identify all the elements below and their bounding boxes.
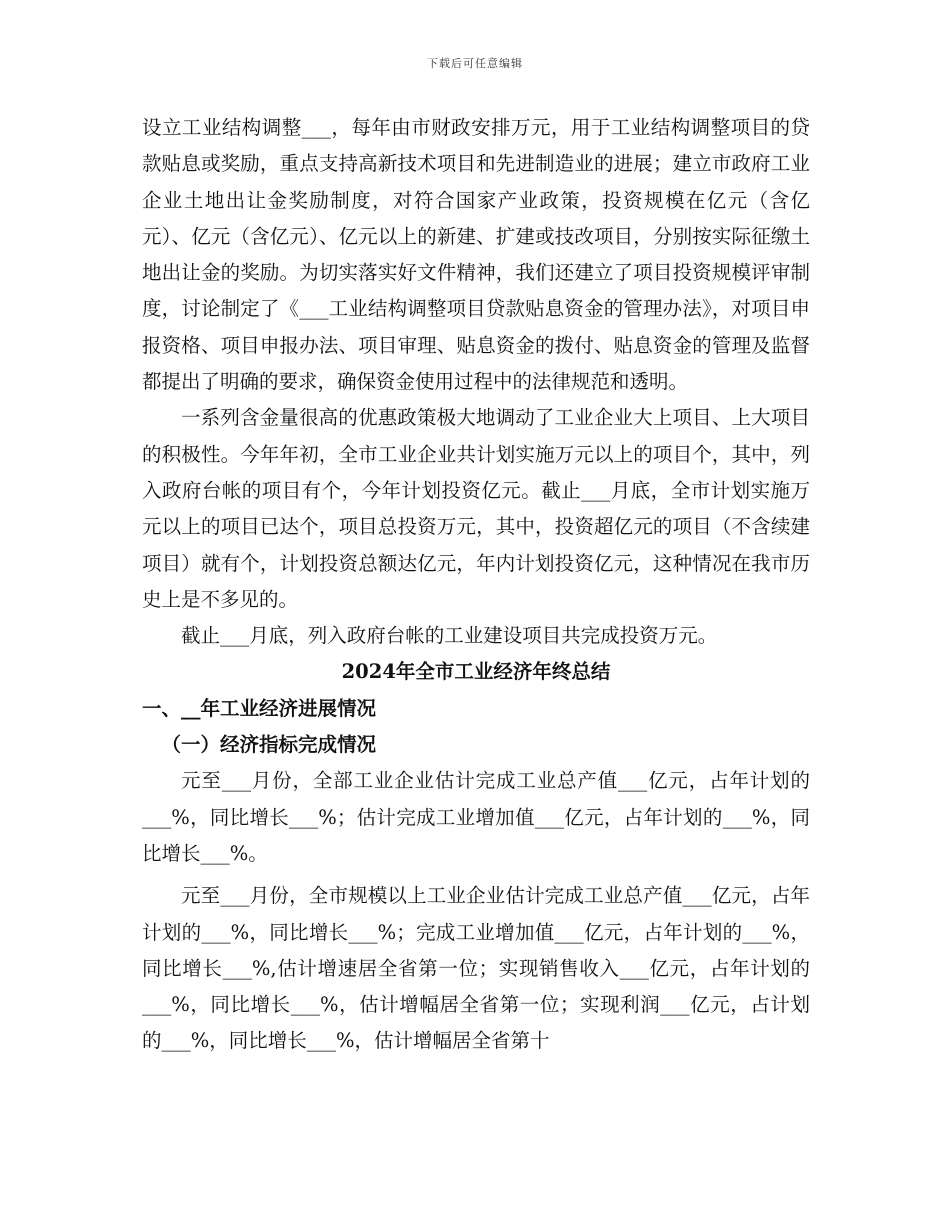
paragraph: 元至___月份，全市规模以上工业企业估计完成工业总产值___亿元，占年计划的___%，同比增长___%；完成工业增加值___亿元，占年计划的___%，同比增长___%,估计增速居全省第一位；实现销售收入___亿元，占年计划的___%，同比增长___%，估计增幅居全省第一位；实现利润___亿元，占计划的___%，同比增长___%，估计增幅居全省第十: [142, 884, 810, 1053]
section-heading: 一、__年工业经济进展情况: [142, 696, 377, 720]
subsection-heading: （一）经济指标完成情况: [161, 733, 377, 757]
page-header: 下载后可任意编辑: [427, 57, 523, 70]
document-title: 2024年全市工业经济年终总结: [341, 660, 611, 684]
paragraph: 元至___月份，全部工业企业估计完成工业总产值___亿元，占年计划的___%，同比增长___%；估计完成工业增加值___亿元，占年计划的___%，同比增长___%。: [142, 769, 810, 865]
paragraph: 截止___月底，列入政府台帐的工业建设项目共完成投资万元。: [181, 624, 718, 648]
paragraph: 一系列含金量很高的优惠政策极大地调动了工业企业大上项目、上大项目的积极性。今年年初，全市工业企业共计划实施万元以上的项目个，其中，列入政府台帐的项目有个，今年计划投资亿元。截止___月底，全市计划实施万元以上的项目已达个，项目总投资万元，其中，投资超亿元的项目（不含续建项目）就有个，计划投资总额达亿元，年内计划投资亿元，这种情况在我市历史上是不多见的。: [142, 406, 810, 611]
document-body: [142, 110, 810, 1060]
paragraph: 设立工业结构调整___，每年由市财政安排万元，用于工业结构调整项目的贷款贴息或奖励，重点支持高新技术项目和先进制造业的进展；建立市政府工业企业土地出让金奖励制度，对符合国家产业政策，投资规模在亿元（含亿元）、亿元（含亿元）、亿元以上的新建、扩建或技改项目，分别按实际征缴土地出让金的奖励。为切实落实好文件精神，我们还建立了项目投资规模评审制度，讨论制定了《___工业结构调整项目贷款贴息资金的管理办法》，对项目申报资格、项目申报办法、项目审理、贴息资金的拨付、贴息资金的管理及监督都提出了明确的要求，确保资金使用过程中的法律规范和透明。: [142, 116, 810, 394]
